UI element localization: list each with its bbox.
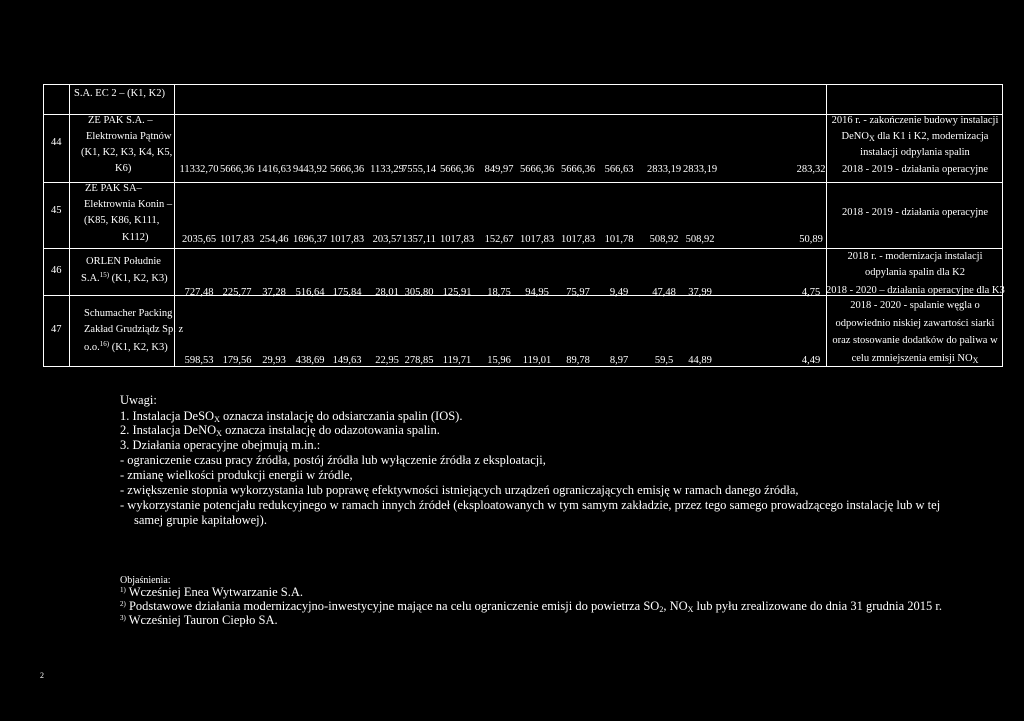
- value-cell: 89,78: [566, 355, 590, 366]
- note-item: 2. Instalacja DeNO$_X$ oznacza instalację do odazotowania spalin.: [120, 423, 440, 438]
- action-text: celu zmniejszenia emisji $NO_X$: [851, 353, 979, 365]
- value-cell: 1696,37: [292, 234, 328, 245]
- value-cell: 101,78: [604, 234, 634, 245]
- value-cell: 1017,83: [519, 234, 555, 245]
- row-divider: [44, 248, 1002, 249]
- value-cell: 50,89: [799, 234, 823, 245]
- value-cell: 508,92: [649, 234, 679, 245]
- action-text: 2018 - 2020 – działania operacyjne dla K3: [826, 285, 1005, 296]
- row-name: (K85, K86, K111,: [84, 215, 160, 226]
- action-text: 2016 r. - zakończenie budowy instalacji: [831, 115, 999, 126]
- value-cell: 15,96: [487, 355, 511, 366]
- row-name: Elektrownia Pątnów: [86, 131, 172, 142]
- value-cell: 1017,83: [219, 234, 255, 245]
- action-text: 2018 - 2019 - działania operacyjne: [841, 164, 989, 175]
- value-cell: 1017,83: [560, 234, 596, 245]
- row-name: Zakład Grudziądz Sp. z: [84, 324, 184, 335]
- action-text: instalacji odpylania spalin: [860, 147, 970, 158]
- notes-title: Uwagi:: [120, 393, 157, 407]
- value-cell: 9443,92: [292, 164, 328, 175]
- action-text: odpowiednio niskiej zawartości siarki: [835, 318, 995, 329]
- value-cell: 438,69: [295, 355, 325, 366]
- value-cell: 4,49: [801, 355, 821, 366]
- row-name: ZE PAK SA–: [85, 183, 142, 194]
- value-cell: 849,97: [484, 164, 514, 175]
- value-cell: 149,63: [332, 355, 362, 366]
- row-name: (K1, K2, K3, K4, K5,: [81, 147, 173, 158]
- value-cell: 2035,65: [181, 234, 217, 245]
- value-cell: 18,75: [487, 287, 511, 298]
- value-cell: 1133,29: [370, 164, 404, 175]
- note-item: 1. Instalacja DeSO$_X$ oznacza instalację do odsiarczania spalin (IOS).: [120, 409, 463, 424]
- col-divider: [69, 85, 70, 366]
- value-cell: 37,28: [262, 287, 286, 298]
- note-item: 3. Działania operacyjne obejmują m.in.:: [120, 438, 321, 452]
- action-text: 2018 - 2019 - działania operacyjne: [841, 207, 989, 218]
- value-cell: 516,64: [295, 287, 325, 298]
- value-cell: 598,53: [184, 355, 214, 366]
- action-text: 2018 - 2020 - spalanie węgla o: [850, 300, 980, 311]
- value-cell: 29,93: [262, 355, 286, 366]
- row-name: S.A.$^{15)}$ (K1, K2, K3): [81, 271, 168, 284]
- value-cell: 152,67: [484, 234, 514, 245]
- row-name: Elektrownia Konin –: [84, 199, 173, 210]
- value-cell: 566,63: [604, 164, 634, 175]
- note-bullet: - zwiększenie stopnia wykorzystania lub poprawę efektywności istniejących urządzeń ograniczających emisję w ramach danego źródła,: [120, 483, 799, 497]
- value-cell: 1017,83: [439, 234, 475, 245]
- action-text: DeNO$_X$ dla K1 i K2, modernizacja: [841, 131, 989, 143]
- value-cell: 2833,19: [646, 164, 682, 175]
- row-number: 47: [51, 324, 62, 335]
- value-cell: 37,99: [688, 287, 712, 298]
- value-cell: 94,95: [525, 287, 549, 298]
- value-cell: 44,89: [688, 355, 712, 366]
- value-cell: 278,85: [404, 355, 434, 366]
- value-cell: 727,48: [184, 287, 214, 298]
- value-cell: 5666,36: [560, 164, 596, 175]
- value-cell: 22,95: [375, 355, 399, 366]
- value-cell: 5666,36: [439, 164, 475, 175]
- value-cell: 1017,83: [329, 234, 365, 245]
- value-cell: 9,49: [609, 287, 629, 298]
- value-cell: 59,5: [654, 355, 674, 366]
- value-cell: 5666,36: [519, 164, 555, 175]
- footnote-item: $^{1)}$ Wcześniej Enea Wytwarzanie S.A.: [120, 585, 304, 599]
- row-name: K6): [115, 163, 132, 174]
- note-bullet: samej grupie kapitałowej).: [134, 513, 267, 527]
- value-cell: 5666,36: [219, 164, 255, 175]
- value-cell: 11332,70: [179, 164, 219, 175]
- value-cell: 28,01: [375, 287, 399, 298]
- value-cell: 225,77: [222, 287, 252, 298]
- row-name: ORLEN Południe: [86, 256, 161, 267]
- value-cell: 4,75: [801, 287, 821, 298]
- row-name: S.A. EC 2 – (K1, K2): [74, 88, 165, 99]
- value-cell: 5666,36: [329, 164, 365, 175]
- row-number: 46: [51, 265, 62, 276]
- value-cell: 179,56: [222, 355, 252, 366]
- value-cell: 75,97: [566, 287, 590, 298]
- row-number: 44: [51, 137, 62, 148]
- value-cell: 254,46: [259, 234, 289, 245]
- row-divider: [44, 182, 1002, 183]
- row-name: K112): [122, 232, 149, 243]
- value-cell: 47,48: [652, 287, 676, 298]
- page-mark: 2: [40, 671, 44, 680]
- value-cell: 1416,63: [256, 164, 292, 175]
- row-name: ZE PAK S.A. –: [88, 115, 153, 126]
- footnote-item: $^{2)}$ Podstawowe działania modernizacyjno-inwestycyjne mające na celu ograniczenie emisji do powietrza $SO_2$, $NO_X$ lub pyłu zrealizowane do dnia 31 grudnia 2015 r.: [120, 599, 942, 614]
- note-bullet: - wykorzystanie potencjału redukcyjnego w ramach innych źródeł (eksploatowanych w tym samym zakładzie, przez tego samego prowadzącego instalację lub w tej: [120, 498, 941, 512]
- value-cell: 119,71: [442, 355, 472, 366]
- action-text: odpylania spalin dla K2: [864, 267, 966, 278]
- value-cell: 8,97: [609, 355, 629, 366]
- note-bullet: - zmianę wielkości produkcji energii w źródle,: [120, 468, 353, 482]
- value-cell: 125,91: [442, 287, 472, 298]
- note-bullet: - ograniczenie czasu pracy źródła, postój źródła lub wyłączenie źródła z eksploatacji,: [120, 453, 546, 467]
- footnote-item: $^{3)}$ Wcześniej Tauron Ciepło SA.: [120, 613, 278, 627]
- value-cell: 175,84: [332, 287, 362, 298]
- value-cell: 2833,19: [682, 164, 718, 175]
- emissions-table: [43, 84, 1003, 367]
- action-text: 2018 r. - modernizacja instalacji: [847, 251, 983, 262]
- footnotes-title: Objaśnienia:: [120, 575, 171, 586]
- value-cell: 1357,11: [402, 234, 436, 245]
- value-cell: 7555,14: [401, 164, 437, 175]
- row-name: Schumacher Packing: [84, 308, 173, 319]
- row-name: o.o.$^{16)}$ (K1, K2, K3): [84, 340, 168, 353]
- value-cell: 283,32: [796, 164, 826, 175]
- row-number: 45: [51, 205, 62, 216]
- value-cell: 305,80: [404, 287, 434, 298]
- value-cell: 119,01: [522, 355, 552, 366]
- value-cell: 203,57: [372, 234, 402, 245]
- action-text: oraz stosowanie dodatków do paliwa w: [832, 335, 998, 346]
- value-cell: 508,92: [685, 234, 715, 245]
